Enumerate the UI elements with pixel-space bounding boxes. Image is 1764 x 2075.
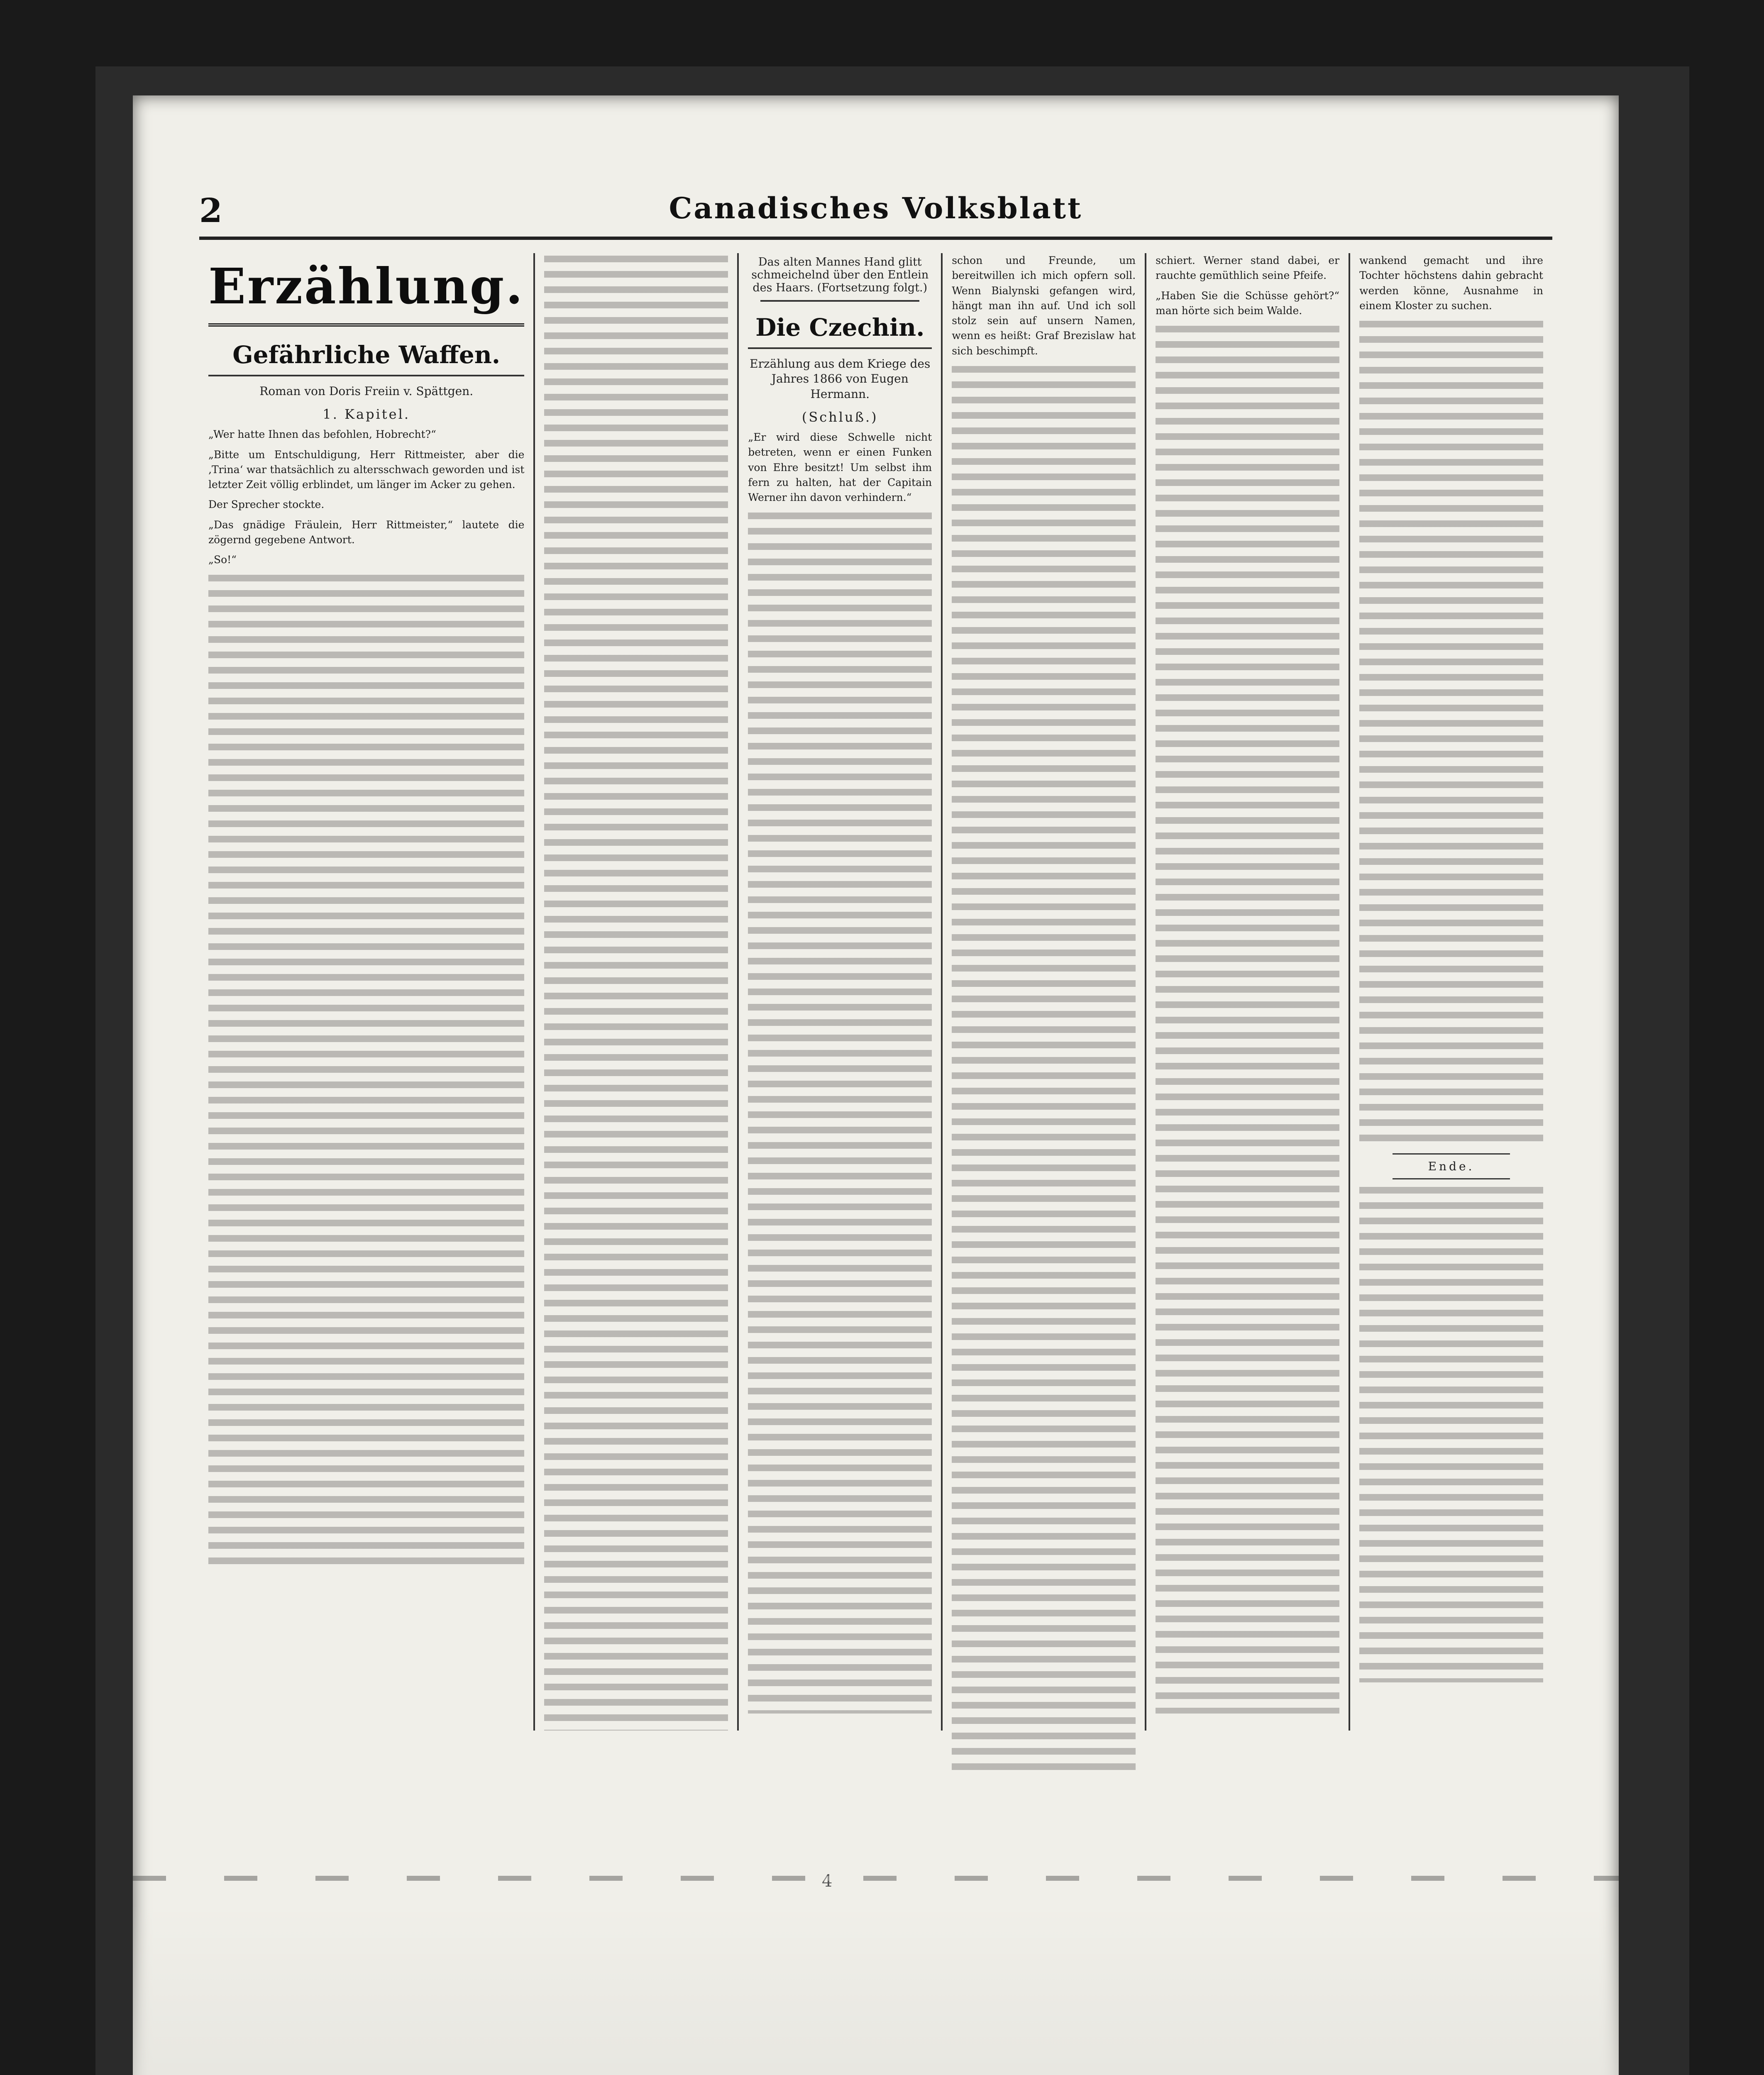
- text-block: [199, 572, 533, 1568]
- paragraph: „Das gnädige Fräulein, Herr Rittmeister,“ lautete die zögernd gegebene Antwort.: [208, 518, 525, 546]
- end-marker: Ende.: [1428, 1160, 1475, 1173]
- paragraph: Der Sprecher stockte.: [208, 498, 325, 511]
- chapter-heading: 1. Kapitel.: [323, 406, 410, 422]
- page-number: 2: [199, 191, 222, 230]
- story-title: Die Czechin.: [748, 308, 932, 349]
- newspaper-page: [133, 95, 1619, 2075]
- text-block: [748, 510, 932, 1714]
- section-title: Erzählung.: [208, 253, 524, 327]
- text-lines: [952, 364, 1136, 1775]
- paragraph: „So!“: [208, 554, 237, 566]
- divider: [760, 300, 919, 302]
- text-lines: [1359, 1184, 1543, 1682]
- page-header: [199, 191, 1552, 240]
- conclusion-note: (Schluß.): [801, 409, 878, 425]
- column-5: [1146, 253, 1350, 1731]
- text-lines: [748, 510, 932, 1714]
- text-lines: [544, 253, 728, 1731]
- text-lines: [1156, 323, 1339, 1714]
- paragraph: „Wer hatte Ihnen das befohlen, Hobrecht?“: [208, 428, 436, 441]
- text-block: [1359, 318, 1543, 1148]
- column-4: [943, 253, 1146, 1731]
- divider: [1393, 1178, 1510, 1179]
- torn-edge: [133, 1876, 1619, 1881]
- column-3: [739, 253, 943, 1731]
- text-lines: [1359, 318, 1543, 1148]
- column-2: [535, 253, 739, 1731]
- continued-note: Das alten Mannes Hand glitt schmeichelnd über den Entlein des Haars. (Fortsetzung folgt.): [751, 256, 929, 294]
- paragraph: „Er wird diese Schwelle nicht betreten, wenn er einen Funken von Ehre besitzt! Um selbst ihm fern zu halten, hat der Capitain Werner ihn davon verhindern.“: [748, 431, 932, 504]
- story-title: Gefährliche Waffen.: [208, 335, 524, 376]
- column-1: [199, 253, 535, 1731]
- byline: Erzählung aus dem Kriege des Jahres 1866 von Eugen Hermann.: [750, 357, 931, 401]
- byline: Roman von Doris Freiin v. Spättgen.: [259, 384, 474, 398]
- masthead: Canadisches Volksblatt: [669, 191, 1083, 225]
- paragraph: „Bitte um Entschuldigung, Herr Rittmeister, aber die ‚Trina‘ war thatsächlich zu altersschwach geworden und ist letzter Zeit völlig erblindet, um länger im Acker zu gehen.: [208, 448, 525, 491]
- divider: [1393, 1153, 1510, 1155]
- column-6: [1350, 253, 1552, 1731]
- paragraph: schiert. Werner stand dabei, er rauchte gemüthlich seine Pfeife.: [1156, 254, 1340, 282]
- text-block: [1359, 1184, 1543, 1682]
- paragraph: schon und Freunde, um bereitwillen ich mich opfern soll. Wenn Bialynski gefangen wird, hängt man ihn auf. Und ich soll stolz sein auf unsern Namen, wenn es heißt: Graf Brezislaw hat sich beschimpft.: [952, 254, 1136, 357]
- paragraph: wankend gemacht und ihre Tochter höchstens dahin gebracht werden könne, Ausnahme in einem Kloster zu suchen.: [1359, 254, 1543, 312]
- text-block: [952, 364, 1136, 1775]
- text-lines: [208, 572, 524, 1568]
- columns: [199, 253, 1552, 1731]
- text-block: [544, 253, 728, 1731]
- text-block: [1156, 323, 1339, 1714]
- margin-mark: 4: [822, 1872, 833, 1891]
- paragraph: „Haben Sie die Schüsse gehört?“ man hörte sich beim Walde.: [1156, 289, 1340, 317]
